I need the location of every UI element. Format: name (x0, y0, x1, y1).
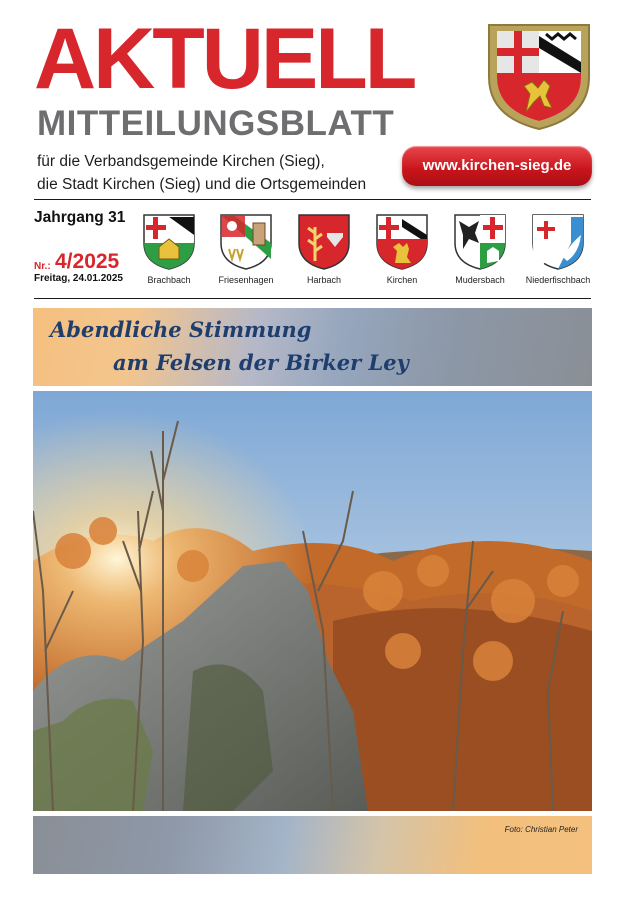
volume-label: Jahrgang 31 (34, 209, 126, 226)
issue-date: Freitag, 24.01.2025 (34, 273, 123, 284)
municipality-brachbach (133, 213, 205, 288)
niederfischbach-crest-icon (531, 213, 585, 271)
description-line-1: für die Verbandsgemeinde Kirchen (Sieg), (37, 153, 325, 170)
mudersbach-crest-icon (453, 213, 507, 271)
headline-line-1: Abendliche Stimmung (50, 317, 312, 342)
masthead-description (37, 150, 366, 196)
issue-info (34, 205, 144, 295)
headline-line-2: am Felsen der Birker Ley (113, 350, 409, 375)
kirchen-crest-icon (375, 213, 429, 271)
municipality-label: Kirchen (386, 275, 418, 285)
issue-number: 4/2025 (55, 250, 120, 273)
municipality-label: Brachbach (147, 275, 191, 285)
municipality-label: Harbach (306, 275, 342, 285)
municipality-mudersbach (444, 213, 516, 288)
municipality-label: Friesenhagen (218, 275, 274, 285)
municipality-kirchen (366, 213, 438, 288)
masthead-title: AKTUELL (34, 11, 415, 107)
footer-banner (33, 816, 592, 874)
municipality-label: Mudersbach (455, 275, 505, 285)
description-line-2: die Stadt Kirchen (Sieg) und die Ortsgemeinden (37, 176, 367, 193)
municipality-label: Niederfischbach (525, 275, 591, 285)
divider-top (34, 199, 591, 200)
issue-number-label: Nr.: (34, 261, 51, 272)
coat-of-arms-icon (486, 22, 592, 132)
masthead-subtitle: MITTEILUNGSBLATT (37, 104, 395, 143)
municipality-niederfischbach (522, 213, 594, 288)
brachbach-crest-icon (142, 213, 196, 271)
headline-banner (33, 308, 592, 386)
municipality-friesenhagen (210, 213, 282, 288)
photo-credit: Foto: Christian Peter (504, 825, 578, 834)
friesenhagen-crest-icon (219, 213, 273, 271)
website-link-button[interactable]: www.kirchen-sieg.de (402, 146, 592, 186)
municipality-harbach (288, 213, 360, 288)
harbach-crest-icon (297, 213, 351, 271)
divider-bottom (34, 298, 591, 299)
cover-photo (33, 391, 592, 811)
